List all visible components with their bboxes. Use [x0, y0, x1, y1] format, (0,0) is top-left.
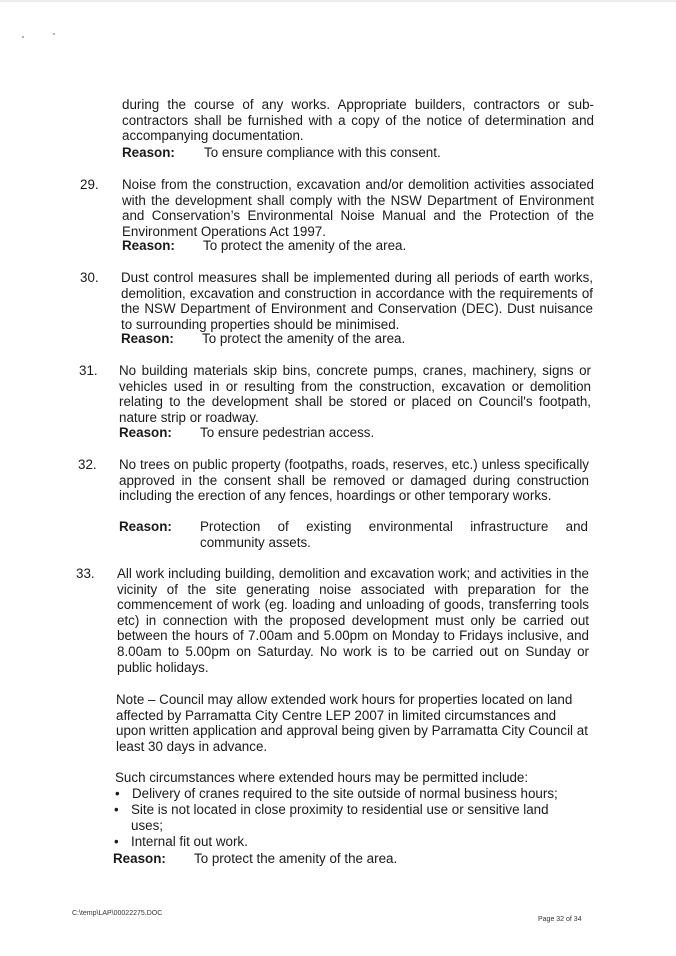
page-top-edge [0, 0, 676, 2]
reason-text: To protect the amenity of the area. [194, 851, 398, 866]
bullet-symbol: • [114, 834, 119, 849]
condition-reason [119, 425, 589, 441]
condition-reason [122, 238, 592, 254]
reason-label: Reason: [119, 425, 172, 440]
condition-number: 33. [76, 566, 95, 581]
footer-file-path: C:\temp\LAP\00022275.DOC [72, 910, 163, 917]
bullet-text: Site is not located in close proximity to residential use or sensitive land uses; [131, 802, 549, 833]
bullet-item [114, 834, 574, 850]
circumstances-intro: Such circumstances where extended hours may be permitted include: [115, 770, 529, 785]
condition-number: 29. [80, 177, 99, 192]
reason-label: Reason: [121, 331, 174, 346]
reason-text: To ensure compliance with this consent. [204, 145, 441, 160]
reason-label: Reason: [122, 145, 175, 160]
condition-text: No trees on public property (footpaths, roads, reserves, etc.) unless specifically approved in the consent shall be removed or damaged during construction including the erection of any fences, hoardings or other temporary works. [119, 457, 589, 504]
bullet-text: Internal fit out work. [131, 834, 248, 849]
intro-paragraph: during the course of any works. Appropriate builders, contractors or sub-contractors shall be furnished with a copy of the notice of determination and accompanying documentation. [122, 97, 594, 144]
reason-text: Protection of existing environmental infrastructure and community assets. [200, 519, 588, 550]
bullet-text: Delivery of cranes required to the site outside of normal business hours; [132, 786, 558, 801]
condition-text: All work including building, demolition and excavation work; and activities in the vicinity of the site generating noise associated with preparation for the commencement of work (eg. loading and unloading of goods, transferring tools etc) in connection with the proposed development must only be carried out between the hours of 7.00am and 5.00pm on Monday to Fridays inclusive, and 8.00am to 5.00pm on Saturday. No work is to be carried out on Sunday or public holidays. [117, 566, 589, 675]
reason-text: To protect the amenity of the area. [203, 238, 407, 253]
condition-number: 32. [78, 457, 97, 472]
condition-text: Dust control measures shall be implemented during all periods of earth works, demolition, excavation and construction in accordance with the requirements of the NSW Department of Environment and Conservation (DEC). Dust nuisance to surrounding properties should be minimised. [121, 270, 593, 332]
condition-reason [119, 519, 589, 551]
condition-reason [113, 851, 583, 867]
reason-text: To protect the amenity of the area. [202, 331, 406, 346]
condition-text: Noise from the construction, excavation and/or demolition activities associated with the development shall comply with the NSW Department of Environment and Conservation’s Environmental Noise Manual and the Protection of the Environment Operations Act 1997. [122, 177, 594, 239]
condition-number: 30. [80, 270, 99, 285]
reason-text: To ensure pedestrian access. [200, 425, 375, 440]
intro-reason [122, 145, 592, 161]
condition-text: No building materials skip bins, concrete pumps, cranes, machinery, signs or vehicles used in or resulting from the construction, excavation or demolition relating to the development shall be stored or placed on Council's footpath, nature strip or roadway. [119, 363, 591, 425]
bullet-symbol: • [114, 802, 119, 817]
condition-number: 31. [79, 363, 98, 378]
condition-reason [121, 331, 591, 347]
scan-speck [53, 33, 55, 35]
reason-label: Reason: [119, 519, 172, 534]
note-paragraph: Note – Council may allow extended work hours for properties located on land affected by Parramatta City Centre LEP 2007 in limited circumstances and upon written application and approval being given by Parramatta City Council at least 30 days in advance. [116, 692, 588, 754]
bullet-item [115, 786, 585, 802]
scan-speck [22, 36, 24, 38]
footer-page-number: Page 32 of 34 [538, 916, 582, 923]
bullet-item [114, 802, 574, 834]
bullet-symbol: • [115, 786, 120, 801]
reason-label: Reason: [113, 851, 166, 866]
reason-label: Reason: [122, 238, 175, 253]
